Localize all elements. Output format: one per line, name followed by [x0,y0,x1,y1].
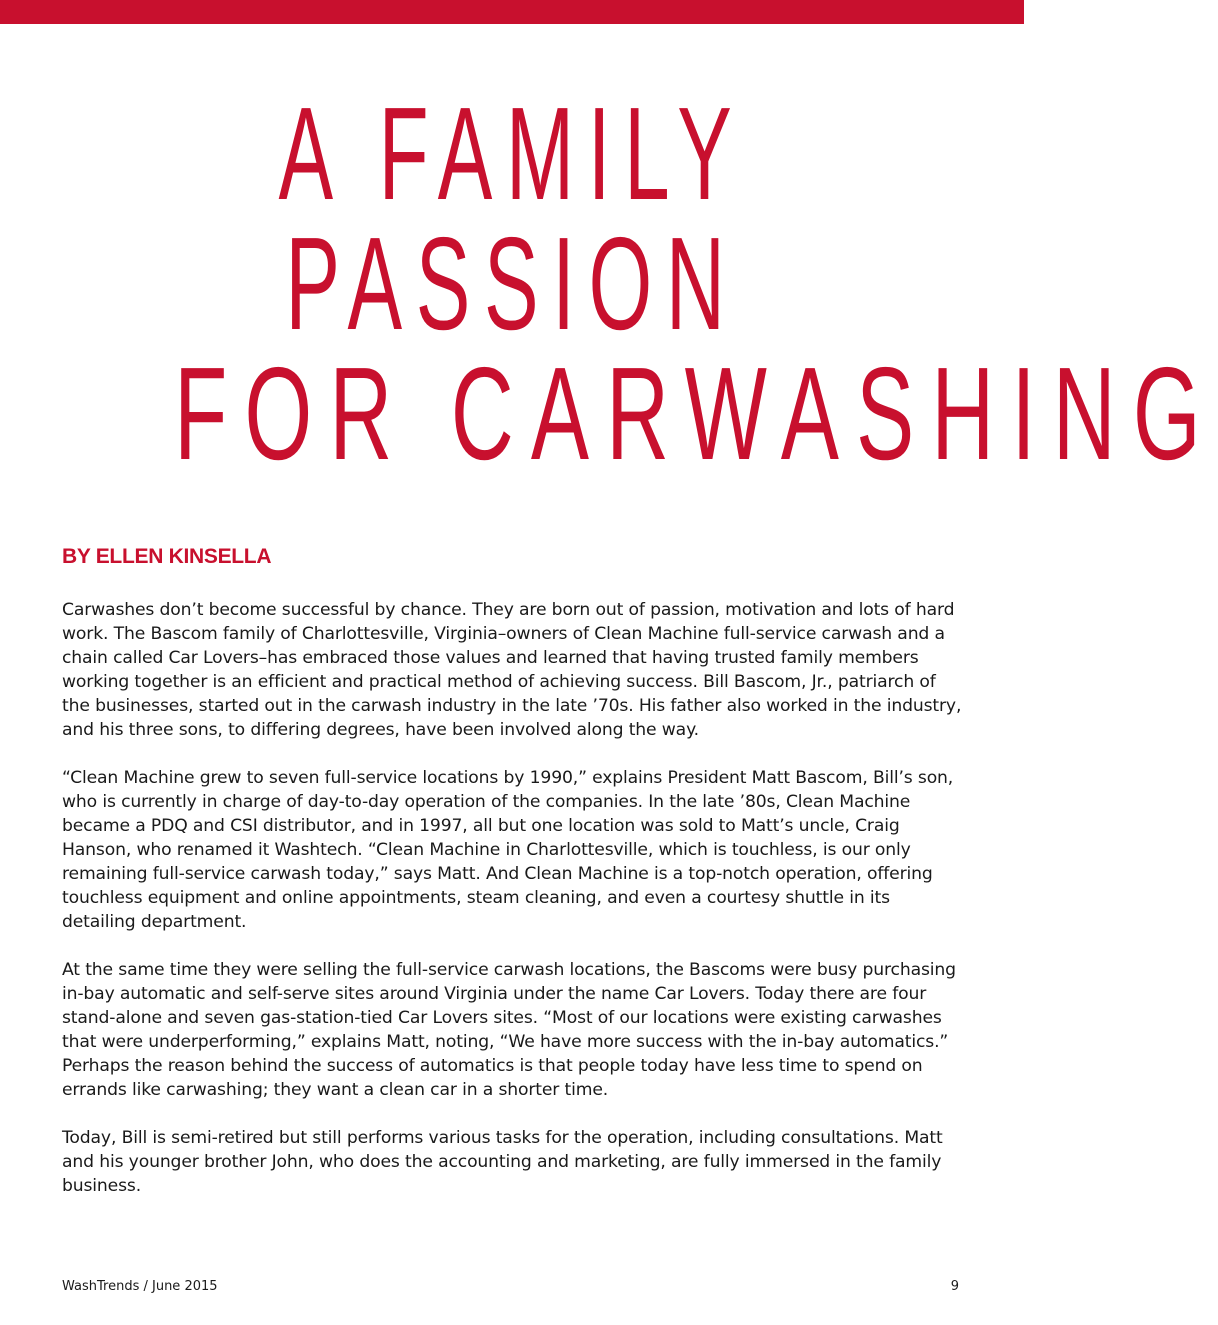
body-paragraph-3: At the same time they were selling the full-service carwash locations, the Bascoms were busy purchasing in-bay automatic and self-serve sites around Virginia under the name Car Lovers. Today there are four stand-alone and seven gas-station-tied Car Lovers sites. “Most of our locations were existing carwashes that were underperforming,” explains Matt, noting, “We have more success with the in-bay automatics.” Perhaps the reason behind the success of automatics is that people today have less time to spend on errands like carwashing; they want a clean car in a shorter time. [62,960,956,1100]
body-paragraph-4: Today, Bill is semi-retired but still performs various tasks for the operation, including consultations. Matt and his younger brother John, who does the accounting and marketing, are fully immersed in the family business. [62,1128,943,1196]
footer-publication: WashTrends / June 2015 [62,1279,218,1294]
headline-line-2: PASSION [285,210,739,357]
article-body [62,598,962,1222]
footer-page-number: 9 [950,1279,959,1294]
body-paragraph-1: Carwashes don’t become successful by chance. They are born out of passion, motivation and lots of hard work. The Bascom family of Charlottesville, Virginia–owners of Clean Machine full-service carwash and a chain called Car Lovers–has embraced those values and learned that having trusted family members working together is an efficient and practical method of achieving success. Bill Bascom, Jr., patriarch of the businesses, started out in the carwash industry in the late ’70s. His father also worked in the industry, and his three sons, to differing degrees, have been involved along the way. [62,600,962,740]
body-paragraph-2: “Clean Machine grew to seven full-service locations by 1990,” explains President Matt Bascom, Bill’s son, who is currently in charge of day-to-day operation of the companies. In the late ’80s, Clean Machine became a PDQ and CSI distributor, and in 1997, all but one location was sold to Matt’s uncle, Craig Hanson, who renamed it Washtech. “Clean Machine in Charlottesville, which is touchless, is our only remaining full-service carwash today,” says Matt. And Clean Machine is a top-notch operation, offering touchless equipment and online appointments, steam cleaning, and even a courtesy shuttle in its detailing department. [62,768,954,932]
author-byline: BY ELLEN KINSELLA [62,545,272,568]
headline-line-1: A FAMILY [278,80,746,227]
headline-line-3: FOR CARWASHING [174,340,1218,487]
top-accent-bar [0,0,1024,24]
